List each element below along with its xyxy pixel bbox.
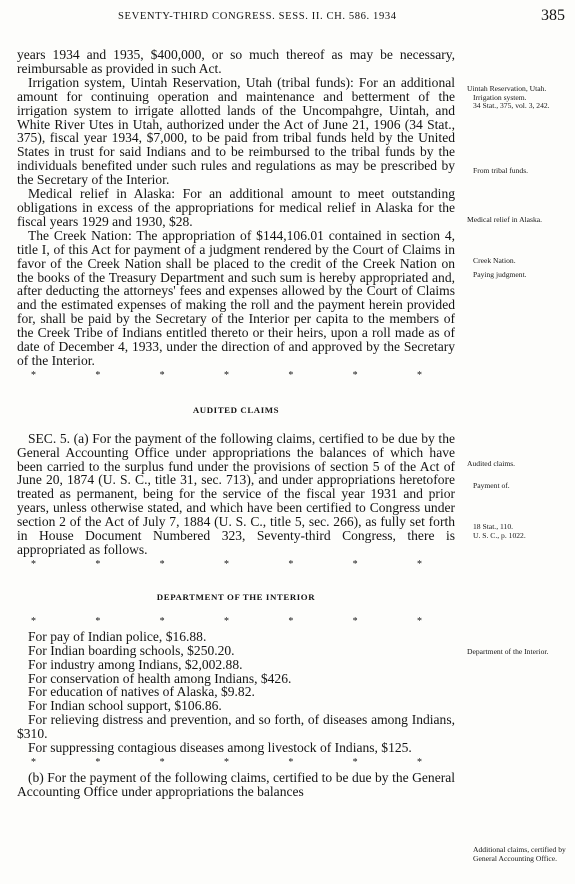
list-item: For suppressing contagious diseases among livestock of Indians, $125. — [28, 740, 412, 756]
margin-note-line: Irrigation system. — [473, 92, 527, 102]
star: * — [31, 615, 36, 627]
list-item: For education of natives of Alaska, $9.82. — [28, 684, 255, 700]
margin-note-line: 34 Stat., 375, vol. 3, 242. — [473, 101, 550, 111]
margin-note-tribal-funds: From tribal funds. — [473, 166, 529, 175]
section-separator — [17, 616, 455, 628]
star: * — [159, 369, 165, 381]
star: * — [288, 558, 294, 570]
list-item: For Indian school support, $106.86. — [28, 698, 222, 714]
heading-department-interior: DEPARTMENT OF THE INTERIOR — [156, 591, 316, 602]
margin-note-interior: Department of the Interior. — [467, 647, 549, 656]
star: * — [416, 756, 422, 768]
star: * — [288, 369, 294, 381]
star: * — [159, 615, 165, 627]
margin-note-medical-relief: Medical relief in Alaska. — [467, 215, 543, 224]
star: * — [416, 558, 422, 570]
list-item: For industry among Indians, $2,002.88. — [28, 656, 243, 672]
running-head: SEVENTY-THIRD CONGRESS. SESS. II. CH. 586. 1934 — [118, 11, 397, 22]
heading-audited-claims: AUDITED CLAIMS — [192, 404, 280, 415]
page-number: 385 — [541, 7, 565, 24]
star: * — [31, 558, 36, 570]
margin-note-additional-claims: Additional claims, certified by General Accounting Office. — [473, 845, 566, 863]
margin-note-paying-judgment: Paying judgment. — [473, 270, 527, 279]
star: * — [223, 756, 229, 768]
section-separator — [17, 559, 455, 571]
margin-note-uintah — [467, 85, 569, 111]
star: * — [31, 369, 36, 381]
list-item: For Indian boarding schools, $250.20. — [28, 642, 235, 658]
paragraph-irrigation: Irrigation system, Uintah Reservation, Utah (tribal funds): For an additional amount for continuing operation and maintenance and betterment of the irrigation system to irrigate allotted lands of the Uncompahgre, Uintah, and White River Utes in Utah, authorized under the Act of June 21, 1906 (34 Stat., 375), fiscal year 1934, $7,000, to be paid from tribal funds held by the United States in trust for said Indians and to be reimbursed to the tribal funds by the individuals benefited under such rules and regulations as may be prescribed by the Secretary of the Interior. — [17, 74, 455, 188]
list-item: For relieving distress and prevention, and so forth, of diseases among Indians, $310. — [17, 712, 455, 742]
star: * — [416, 369, 422, 381]
paragraph-section-5: SEC. 5. (a) For the payment of the following claims, certified to be due by the General Accounting Office under appropriations the balances of which have been carried to the surplus fund under the provisions of section 5 of the Act of June 20, 1874 (U. S. C., title 31, sec. 713), and under appropriations heretofore treated as permanent, being for the service of the fiscal year 1931 and prior years, unless otherwise stated, and which have been certified to Congress under section 2 of the Act of July 7, 1884 (U. S. C., title 5, sec. 266), as fully set forth in House Document Numbered 323, Seventy-third Congress, there is appropriated as follows. — [17, 430, 455, 557]
paragraph-medical-relief: Medical relief in Alaska: For an additional amount to meet outstanding obligations in excess of the appropriations for medical relief in Alaska for the fiscal years 1929 and 1930, $28. — [17, 186, 455, 229]
star: * — [31, 756, 36, 768]
paragraph-additional-claims: (b) For the payment of the following claims, certified to be due by the General Accounting Office under appropriations the balances — [17, 769, 455, 799]
margin-note-payment-of: Payment of. — [473, 481, 510, 490]
star: * — [95, 369, 101, 381]
margin-note-creek-nation: Creek Nation. — [473, 256, 516, 265]
section-separator — [17, 757, 455, 769]
paragraph-continuation: years 1934 and 1935, $400,000, or so much thereof as may be necessary, reimbursable as provided in such Act. — [17, 47, 455, 76]
star: * — [352, 558, 358, 570]
margin-note-audited-claims: Audited claims. — [467, 459, 516, 468]
star: * — [352, 756, 358, 768]
star: * — [95, 756, 101, 768]
margin-note-line: Uintah Reservation, Utah. — [467, 84, 547, 93]
star: * — [288, 615, 294, 627]
running-header — [0, 7, 575, 29]
margin-note-statute — [467, 523, 569, 540]
body-text — [17, 48, 455, 799]
star: * — [159, 756, 165, 768]
star: * — [352, 369, 358, 381]
list-item: For pay of Indian police, $16.88. — [28, 628, 207, 644]
star: * — [352, 615, 358, 627]
star: * — [95, 615, 101, 627]
list-item: For conservation of health among Indians, $426. — [28, 670, 292, 686]
star: * — [223, 615, 229, 627]
paragraph-creek-nation: The Creek Nation: The appropriation of $144,106.01 contained in section 4, title I, of this Act for payment of a judgment rendered by the Court of Claims in favor of the Creek Nation shall be placed to the credit of the Creek Nation on the books of the Treasury Department and such sum is hereby appropriated and, after deducting the attorneys' fees and expenses allowed by the Court of Claims and the estimated expenses of making the roll and the payment herein provided for, shall be paid by the Secretary of the Interior per capita to the members of the Creek Tribe of Indians entitled thereto or their heirs, upon a roll made as of date of December 4, 1933, under the direction of and approved by the Secretary of the Interior. — [17, 227, 455, 368]
section-separator — [17, 370, 455, 382]
star: * — [288, 756, 294, 768]
margin-note-line: 18 Stat., 110. — [473, 522, 514, 531]
star: * — [159, 558, 165, 570]
star: * — [95, 558, 101, 570]
margin-note-line: U. S. C., p. 1022. — [473, 530, 526, 540]
star: * — [223, 369, 229, 381]
star: * — [416, 615, 422, 627]
star: * — [223, 558, 229, 570]
